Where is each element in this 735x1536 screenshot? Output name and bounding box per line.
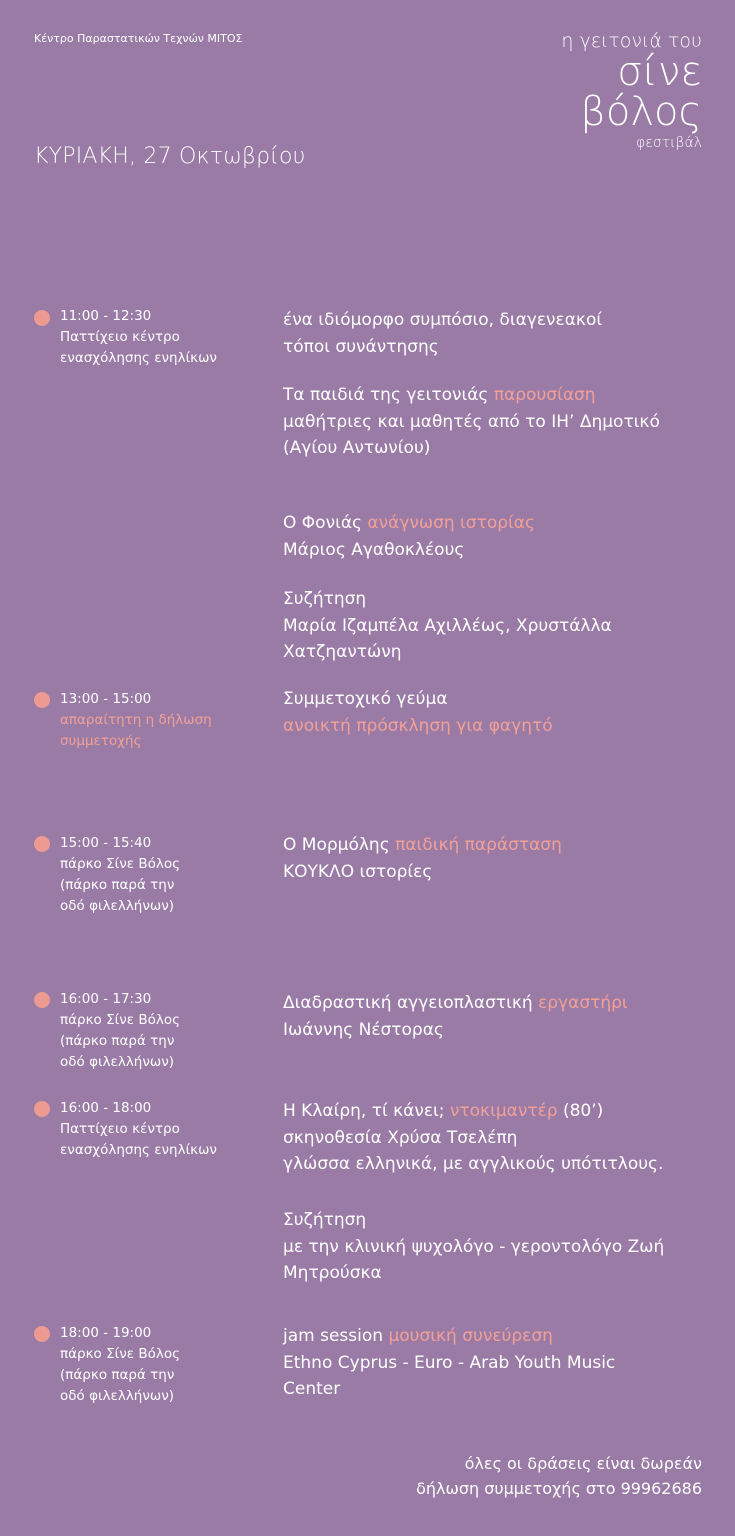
- time-bullet-icon: [34, 310, 50, 326]
- time-slot: [60, 1098, 217, 1161]
- time-bullet-icon: [34, 836, 50, 852]
- event-item: [283, 1207, 664, 1287]
- slot-place: (πάρκο παρά την: [60, 877, 175, 893]
- event-credit: Μαρία Ιζαμπέλα Αχιλλέως, Χρυστάλλα: [283, 615, 612, 636]
- event-item: [283, 382, 660, 462]
- footer-registration: δήλωση συμμετοχής στο 99962686: [416, 1479, 702, 1498]
- slot-place: ενασχόλησης ενηλίκων: [60, 1142, 217, 1158]
- event-duration: (80’): [562, 1101, 604, 1121]
- event-type: ανοικτή πρόσκληση για φαγητό: [283, 715, 553, 736]
- venue-name: Κέντρο Παραστατικών Τεχνών ΜΙΤΟΣ: [34, 32, 243, 45]
- event-credit: Μάριος Αγαθοκλέους: [283, 539, 465, 560]
- slot-time: 16:00 - 17:30: [60, 991, 152, 1007]
- slot-place: ενασχόλησης ενηλίκων: [60, 350, 217, 366]
- slot-place: (πάρκο παρά την: [60, 1367, 175, 1383]
- event-credit: γλώσσα ελληνικά, με αγγλικούς υπότιτλους.: [283, 1154, 664, 1174]
- event-item: [283, 832, 562, 885]
- event-type: ντοκιμαντέρ: [449, 1101, 558, 1121]
- slot-place: οδό φιλελλήνων): [60, 1388, 175, 1404]
- event-title: Συζήτηση: [283, 1210, 367, 1230]
- slot-place: οδό φιλελλήνων): [60, 898, 175, 914]
- slot-place: πάρκο Σίνε Βόλος: [60, 1012, 181, 1028]
- logo-line-3: βόλος: [580, 89, 702, 135]
- event-credit: Χατζηαντώνη: [283, 642, 402, 662]
- festival-logo: [561, 30, 702, 152]
- slot-place: οδό φιλελλήνων): [60, 1054, 175, 1070]
- event-title: jam session: [283, 1326, 384, 1346]
- slot-note: συμμετοχής: [60, 733, 142, 749]
- time-bullet-icon: [34, 1101, 50, 1117]
- slot-place: Παττίχειο κέντρο: [60, 329, 180, 345]
- event-item: [283, 686, 553, 739]
- event-item: [283, 990, 628, 1043]
- event-credit: Ethno Cyprus - Euro - Arab Youth Music: [283, 1352, 616, 1373]
- event-item: [283, 510, 535, 563]
- event-credit: (Αγίου Αντωνίου): [283, 438, 431, 458]
- event-credit: ΚΟΥΚΛΟ ιστορίες: [283, 861, 433, 882]
- event-title: Η Κλαίρη, τί κάνει;: [283, 1101, 445, 1121]
- event-credit: Center: [283, 1379, 341, 1399]
- slot-time: 11:00 - 12:30: [60, 308, 152, 324]
- event-credit: Ιωάννης Νέστορας: [283, 1019, 444, 1040]
- event-title: Τα παιδιά της γειτονιάς: [283, 385, 489, 405]
- logo-line-1: η γειτονιά του: [561, 30, 702, 52]
- footer-note: [416, 1451, 702, 1501]
- slot-time: 16:00 - 18:00: [60, 1100, 152, 1116]
- time-bullet-icon: [34, 992, 50, 1008]
- slot-time: 13:00 - 15:00: [60, 691, 152, 707]
- event-credit: Μητρούσκα: [283, 1263, 382, 1283]
- event-item: [283, 586, 612, 666]
- event-item: [283, 307, 602, 360]
- time-bullet-icon: [34, 692, 50, 708]
- event-title: Συμμετοχικό γεύμα: [283, 689, 448, 709]
- event-credit: σκηνοθεσία Χρύσα Τσελέπη: [283, 1127, 518, 1148]
- time-slot: [60, 1323, 180, 1407]
- event-credit: με την κλινική ψυχολόγο - γεροντολόγο Ζωή: [283, 1236, 665, 1257]
- slot-time: 15:00 - 15:40: [60, 835, 152, 851]
- logo-line-2: σίνε: [617, 49, 702, 95]
- event-item: [283, 1323, 615, 1403]
- event-credit: μαθήτριες και μαθητές από το ΙΗ’ Δημοτικό: [283, 411, 660, 432]
- logo-line-4: φεστιβάλ: [636, 135, 702, 151]
- slot-note: απαραίτητη η δήλωση: [60, 712, 212, 728]
- time-slot: [60, 306, 217, 369]
- event-title: Ο Μορμόλης: [283, 835, 390, 855]
- time-slot: [60, 689, 212, 752]
- slot-place: (πάρκο παρά την: [60, 1033, 175, 1049]
- event-type: εργαστήρι: [538, 993, 628, 1013]
- event-title: ένα ιδιόμορφο συμπόσιο, διαγενεακοί: [283, 310, 603, 330]
- slot-place: πάρκο Σίνε Βόλος: [60, 856, 181, 872]
- slot-place: Παττίχειο κέντρο: [60, 1121, 180, 1137]
- event-type: μουσική συνεύρεση: [388, 1326, 553, 1346]
- slot-time: 18:00 - 19:00: [60, 1325, 152, 1341]
- time-slot: [60, 833, 180, 917]
- event-item: [283, 1098, 663, 1178]
- event-title: Ο Φονιάς: [283, 513, 362, 533]
- event-date: ΚΥΡΙΑΚΗ, 27 Οκτωβρίου: [34, 144, 306, 169]
- time-bullet-icon: [34, 1326, 50, 1342]
- event-type: ανάγνωση ιστορίας: [367, 513, 535, 533]
- slot-place: πάρκο Σίνε Βόλος: [60, 1346, 181, 1362]
- event-title: Διαδραστική αγγειοπλαστική: [283, 993, 533, 1013]
- time-slot: [60, 989, 180, 1073]
- event-title: Συζήτηση: [283, 589, 367, 609]
- event-type: παιδική παράσταση: [395, 835, 562, 855]
- footer-free-note: όλες οι δράσεις είναι δωρεάν: [464, 1454, 702, 1473]
- event-type: παρουσίαση: [493, 385, 596, 405]
- event-title: τόποι συνάντησης: [283, 336, 439, 357]
